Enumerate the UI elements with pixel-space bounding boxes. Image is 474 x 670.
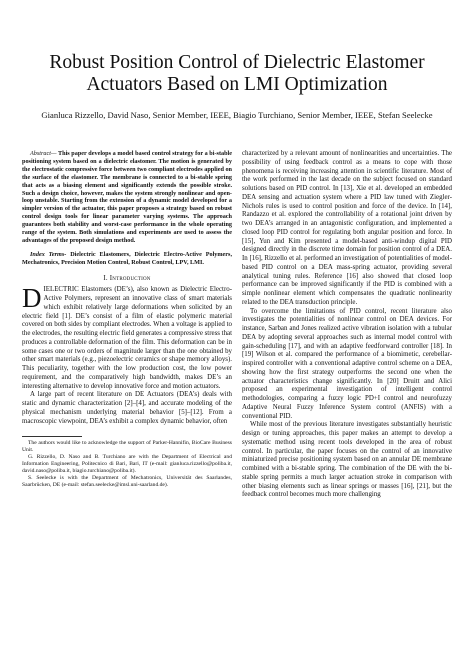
index-terms-body: Dielectric Elastomers, Dielectric Electro-Active Polymers, Mechatronics, Precision Motion Control, Robust Control, LPV, LMI.: [22, 250, 233, 266]
intro-paragraph-2: A large part of recent literature on DE Actuators (DEA’s) deals with static and dynamic characterization [2]–[4], and accurate modeling of the physical mechanism underlying material behavior [5]–[12]. From a macroscopic viewpoint, DEA’s exhibit a complex dynamic behavior, often: [22, 391, 232, 425]
index-terms-lead: Index Terms-: [30, 250, 67, 258]
author-list: Gianluca Rizzello, David Naso, Senior Member, IEEE, Biagio Turchiano, Senior Member, IEEE, Stefan Seelecke: [41, 110, 433, 120]
footnote-affiliation-saarland: S. Seelecke is with the Department of Mechatronics, Universität des Saarlandes, Saarbrücken, DE (e-mail: stefan.seelecke@imsl.uni-saarland.de).: [22, 475, 232, 489]
abstract-lead: Abstract—: [30, 150, 57, 157]
left-column: [22, 150, 232, 489]
abstract-body: This paper develops a model based control strategy for a bi-stable positioning system based on a dielectric elastomer. The motion is generated by the electrostatic compressive force between two compliant electrodes applied on the surface of the elastomer. The membrane is connected to a bi-stable spring that acts as a biasing element and significantly extends the possible stroke. Such a design choice, however, makes the system strongly nonlinear and open-loop unstable. Starting from the extension of a dynamic model developed for a simpler version of the actuator, this paper proposes a strategy based on robust control design tools for linear parameter varying systems. The approach guarantees both stability and worst-case performance in the whole operating range of the system. Both simulations and experiments are used to assess the advantages of the proposed design method.: [22, 150, 232, 244]
index-terms: [22, 251, 232, 267]
drop-cap: D: [22, 283, 42, 314]
footnote-support: The authors would like to acknowledge the support of Parker-Hannifin, BioCare Business Unit.: [22, 440, 232, 454]
abstract: [22, 150, 232, 245]
section-heading: I. Introduction: [103, 274, 151, 282]
footnotes: [22, 440, 232, 489]
body-paragraph-3: While most of the previous literature investigates substantially heuristic design or tuning approaches, this paper makes an attempt to develop a systematic method using recent tools developed in the area of robust control. In particular, the paper focuses on the control of an innovative miniaturized precise positioning system based on an annular DE membrane combined with a bi-stable spring. The combination of the DE with the bi-stable spring permits a much larger actuation stroke in comparison with other biasing elements such as linear springs or masses [16], [21], but the feedback control becomes much more challenging: [242, 421, 452, 499]
body-paragraph-2: To overcome the limitations of PID control, recent literature also investigates the potentialities of nonlinear control on DEA devices. For instance, Sarban and Jones realized active vibration isolation with a tubular DEA by adopting several approaches such as internal model control with gain-scheduling [17], and with an adaptive feedforward controller [18]. In [19] Wilson et al. compared the performance of a biomimetic, cerebellar-inspired controller with a conventional adaptive control scheme on a DEA, showing how the first strategy outperforms the second one when the actuator characteristics change significantly. In [20] Druitt and Alici proposed an experimental investigation of intelligent control methodologies, comparing a fuzzy logic PD+I control and neurofuzzy Adaptive Neural Fuzzy Inference System control (ANFIS) with a conventional PID.: [242, 307, 452, 420]
right-column: [242, 150, 452, 500]
footnote-divider: [22, 436, 82, 437]
intro-paragraph-1-text: IELECTRIC Elastomers (DE’s), also known as Dielectric Electro-Active Polymers, represent an innovative class of smart materials which exhibit relatively large deformations when solicited by an electric field [1]. DE’s consist of a film of elastic polymeric material covered on both sides by compliant electrodes. When a voltage is applied to the electrodes, the resulting electric field generates a compressive stress that produces a controllable deformation of the film. This deformation can be in some cases one or two orders of magnitude larger than the one obtained by other smart materials (e.g., piezoelectric ceramics or shape memory alloys). This peculiarity, together with the low production cost, the low power requirement, and the comparatively high bandwidth, makes DE’s an interesting alternative to develop innovative force and motion actuators.: [22, 286, 232, 390]
paper-title: Robust Position Control of Dielectric Elastomer Actuators Based on LMI Optimization: [49, 52, 425, 95]
intro-paragraph-1: [22, 283, 232, 391]
body-paragraph-1: characterized by a relevant amount of nonlinearities and uncertainties. The possibility of using feedback control as a means to cope with those phenomena is receiving increasing attention in scientific literature. Most of the work performed in the last decade on the subject focused on standard solutions based on PID control. In [13], Xie et al. developed an embedded DEA sensing and actuation system where a PID law tuned with Ziegler-Nichols rules is used to control position and force of the device. In [14], Randazzo et al. explored the controllability of a rotational joint driven by two DEA’s arranged in an antagonistic configuration, and implemented a closed loop PID control for regulating both angular position and force. In [15], Yun and Kim presented a model-based anti-windup digital PID designed directly in the discrete time domain for position control of a DEA. In [16], Rizzello et al. performed an investigation of potentialities of model-based PID control on a DEA mass-spring actuator, providing several analytical tuning rules. Reference [16] also showed that closed loop performance can be improved significantly if the PID is combined with a simple nonlinear element which compensates the quadratic nonlinearity related to the DEA transduction principle.: [242, 150, 452, 306]
footnote-affiliation-bari: G. Rizzello, D. Naso and B. Turchiano are with the Department of Electrical and Information Engineering, Politecnico di Bari, Bari, IT (e-mail: gianluca.rizzello@poliba.it, david.naso@poliba.it, biagio.turchiano@poliba.it).: [22, 454, 232, 475]
